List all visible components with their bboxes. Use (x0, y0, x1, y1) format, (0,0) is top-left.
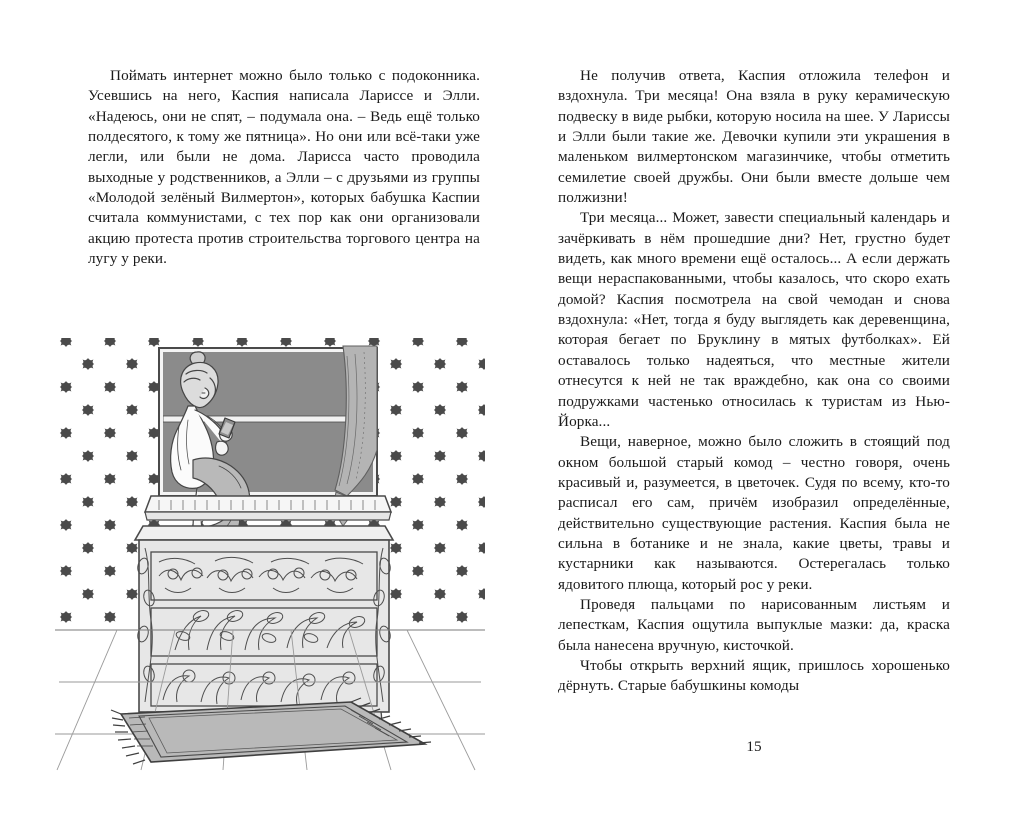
dresser (135, 526, 393, 728)
paragraph: Поймать интернет можно было только с подоконника. Усевшись на него, Каспия написала Лариссе и Элли. «Надеюсь, они не спят, – подумала она. – Ведь ещё только полдесятого, к тому же пятница». Но они или всё-таки уже легли, или были не дома. Ларисса часто проводила выходные у родственников, а Элли – с друзьями из группы «Молодой зелёный Вилмертон», которых бабушка Каспии считала коммунистами, с тех пор как они организовали акцию протеста против строительства торгового центра на лугу у реки. (88, 67, 480, 268)
paragraph: Вещи, наверное, можно было сложить в стоящий под окном большой старый комод – честно говоря, очень красивый и, разумеется, в цветочек. Судя по всему, кто-то расписал его сам, причём изобразил определённые, действительно существующие растения. Каспия была не сильна в ботанике и не знала, какие цветы, травы и кустарники как называются. Остерегалась только ядовитого плюща, который рос у реки. (558, 433, 950, 593)
left-text-column (88, 66, 480, 269)
right-text-column (558, 66, 950, 697)
page-number: 15 (746, 738, 762, 755)
illustration (55, 330, 485, 780)
paragraph: Три месяца... Может, завести специальный календарь и зачёркивать в нём прошедшие дни? Нет, грустно будет видеть, как много времени ещё осталось... А если держать вещи нераспакованными, чтобы казалось, что скоро ехать домой? Каспия посмотрела на свой чемодан и снова вздохнула: «Нет, тогда я буду выглядеть как деревенщина, которая бегает по Бруклину в мятых футболках». Ей оставалось только надеяться, что местные жители отнесутся к ней не так враждебно, как она со своими подружками частенько относилась к туристам из Нью-Йорка... (558, 209, 950, 430)
illustration-svg (55, 330, 485, 780)
paragraph: Не получив ответа, Каспия отложила телефон и вздохнула. Три месяца! Она взяла в руку керамическую подвеску в виде рыбки, которую носила на шее. У Лариссы и Элли были такие же. Девочки купили эти украшения в маленьком вилмертонском магазинчике, чтобы отметить семилетие своей дружбы. Они были вместе дольше чем полжизни! (558, 67, 950, 207)
windowsill (145, 496, 391, 520)
paragraph: Чтобы открыть верхний ящик, пришлось хорошенько дёрнуть. Старые бабушкины комоды (558, 656, 950, 695)
paragraph: Проведя пальцами по нарисованным листьям и лепесткам, Каспия ощутила выпуклые мазки: да, краска была нанесена вручную, кисточкой. (558, 595, 950, 654)
